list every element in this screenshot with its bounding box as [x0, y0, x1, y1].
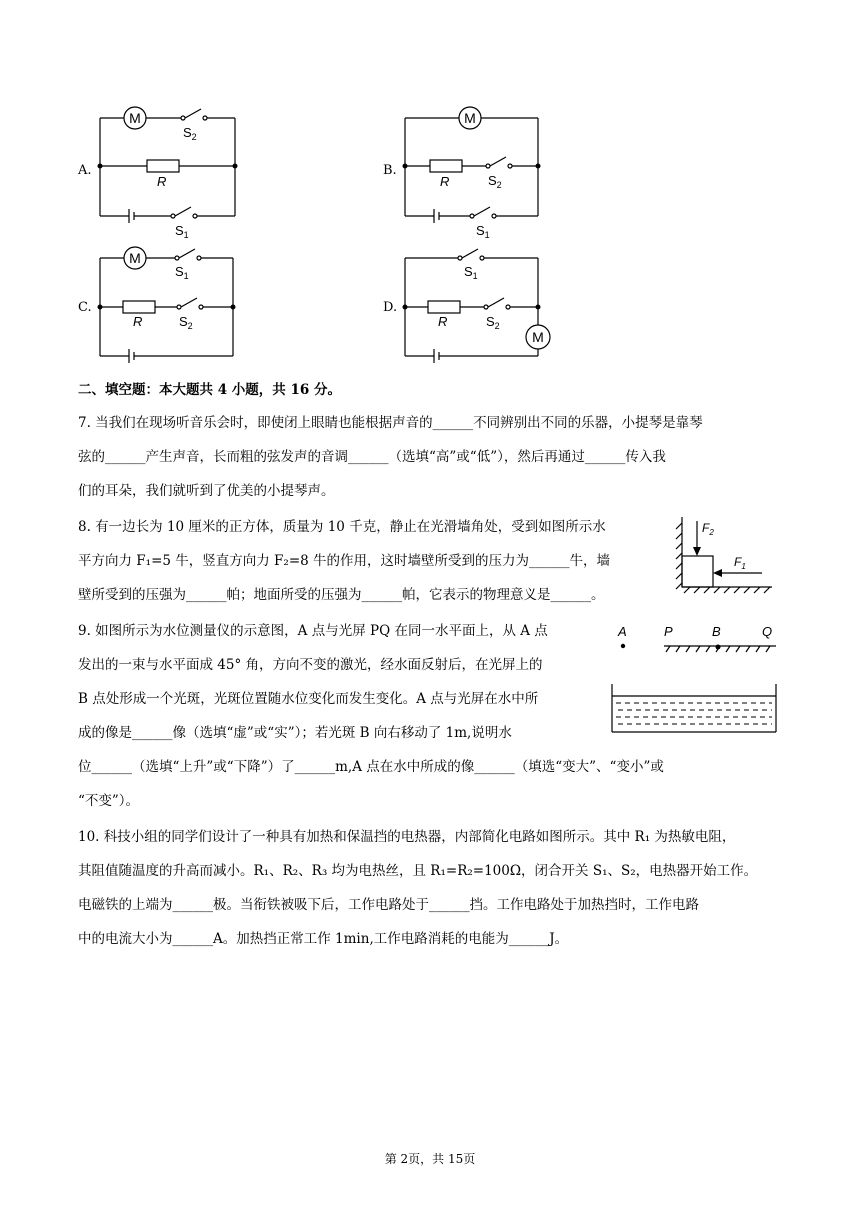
resistor-label: R	[440, 174, 450, 189]
question-10	[78, 820, 757, 956]
question-9-line: 成的像是______像（选填“虚”或“实”）；若光斑 B 向右移动了 1m,说明水	[78, 725, 512, 741]
motor-label: M	[464, 110, 476, 126]
question-9-line: 9. 如图所示为水位测量仪的示意图，A 点与光屏 PQ 在同一水平面上，从 A 点	[78, 623, 548, 639]
option-b-label: B.	[383, 163, 397, 178]
point-b-label: B	[712, 624, 721, 639]
question-9-line: 位______（选填“上升”或“下降”）了______m,A 点在水中所成的像______（填选“变大”、“变小”或	[78, 759, 664, 775]
switch-s1-label: $S_1$	[175, 223, 189, 240]
switch-s2-label: $S_2$	[486, 314, 500, 331]
question-10-line: 中的电流大小为______A。加热挡正常工作 1min,工作电路消耗的电能为______J。	[78, 931, 569, 947]
circuit-diagram-b	[400, 100, 550, 240]
question-7-line: 7. 当我们在现场听音乐会时，即使闭上眼睛也能根据声音的______不同辨别出不同的乐器，小提琴是靠琴	[78, 415, 703, 431]
question-8-line: 壁所受到的压强为______帕；地面所受的压强为______帕，它表示的物理意义是______。	[78, 587, 605, 603]
motor-label: M	[129, 110, 141, 126]
question-10-line: 10. 科技小组的同学们设计了一种具有加热和保温挡的电热器，内部简化电路如图所示。其中 R₁ 为热敏电阻，	[78, 829, 736, 845]
question-9-line: B 点处形成一个光斑，光斑位置随水位变化而发生变化。A 点与光屏在水中所	[78, 691, 539, 707]
switch-s2-label: $S_2$	[488, 173, 502, 190]
question-8-line: 8. 有一边长为 10 厘米的正方体，质量为 10 千克，静止在光滑墙角处，受到如图所示水	[78, 519, 606, 535]
circuit-diagram-d	[400, 240, 560, 370]
question-7	[78, 406, 703, 508]
switch-s2-label: $S_2$	[179, 314, 193, 331]
section-title: 二、填空题：本大题共 4 小题，共 16 分。	[78, 382, 341, 398]
f2-label: $F_2$	[702, 521, 714, 537]
point-p-label: P	[664, 624, 673, 639]
circuit-diagram-c	[95, 240, 245, 370]
question-10-line: 电磁铁的上端为______极。当衔铁被吸下后，工作电路处于______挡。工作电路处于加热挡时，工作电路	[78, 897, 699, 913]
motor-label: M	[129, 250, 141, 266]
option-a-label: A.	[78, 163, 92, 178]
resistor-label: R	[157, 174, 167, 189]
question-7-line: 们的耳朵，我们就听到了优美的小提琴声。	[78, 483, 335, 499]
question-10-line: 其阻值随温度的升高而减小。R₁、R₂、R₃ 均为电热丝，且 R₁=R₂=100Ω，闭合开关 S₁、S₂，电热器开始工作。	[78, 863, 758, 879]
water-level-diagram	[608, 616, 783, 736]
question-7-line: 弦的______产生声音，长而粗的弦发声的音调______（选填“高”或“低”），然后再通过______传入我	[78, 449, 666, 465]
resistor-label: R	[133, 314, 143, 329]
question-9-line: 发出的一束与水平面成 45° 角，方向不变的激光，经水面反射后，在光屏上的	[78, 657, 543, 673]
switch-s1-label: $S_1$	[175, 264, 189, 281]
question-8-line: 平方向力 F₁=5 牛，竖直方向力 F₂=8 牛的作用，这时墙壁所受到的压力为______牛，墙	[78, 553, 611, 569]
switch-s1-label: $S_1$	[464, 264, 478, 281]
option-d-label: D.	[383, 300, 398, 315]
motor-label: M	[532, 329, 544, 345]
page-footer: 第 2页，共 15页	[384, 1152, 476, 1166]
force-diagram	[670, 515, 775, 597]
question-9	[78, 614, 664, 818]
switch-s2-label: $S_2$	[183, 125, 197, 142]
question-8	[78, 510, 610, 612]
point-a-label: A	[618, 624, 627, 639]
point-q-label: Q	[762, 624, 773, 639]
circuit-diagram-a	[95, 100, 245, 240]
option-c-label: C.	[78, 300, 92, 315]
switch-s1-label: $S_1$	[476, 223, 490, 240]
question-9-line: “不变”）。	[78, 793, 140, 809]
f1-label: $F_1$	[734, 555, 746, 571]
resistor-label: R	[438, 314, 448, 329]
